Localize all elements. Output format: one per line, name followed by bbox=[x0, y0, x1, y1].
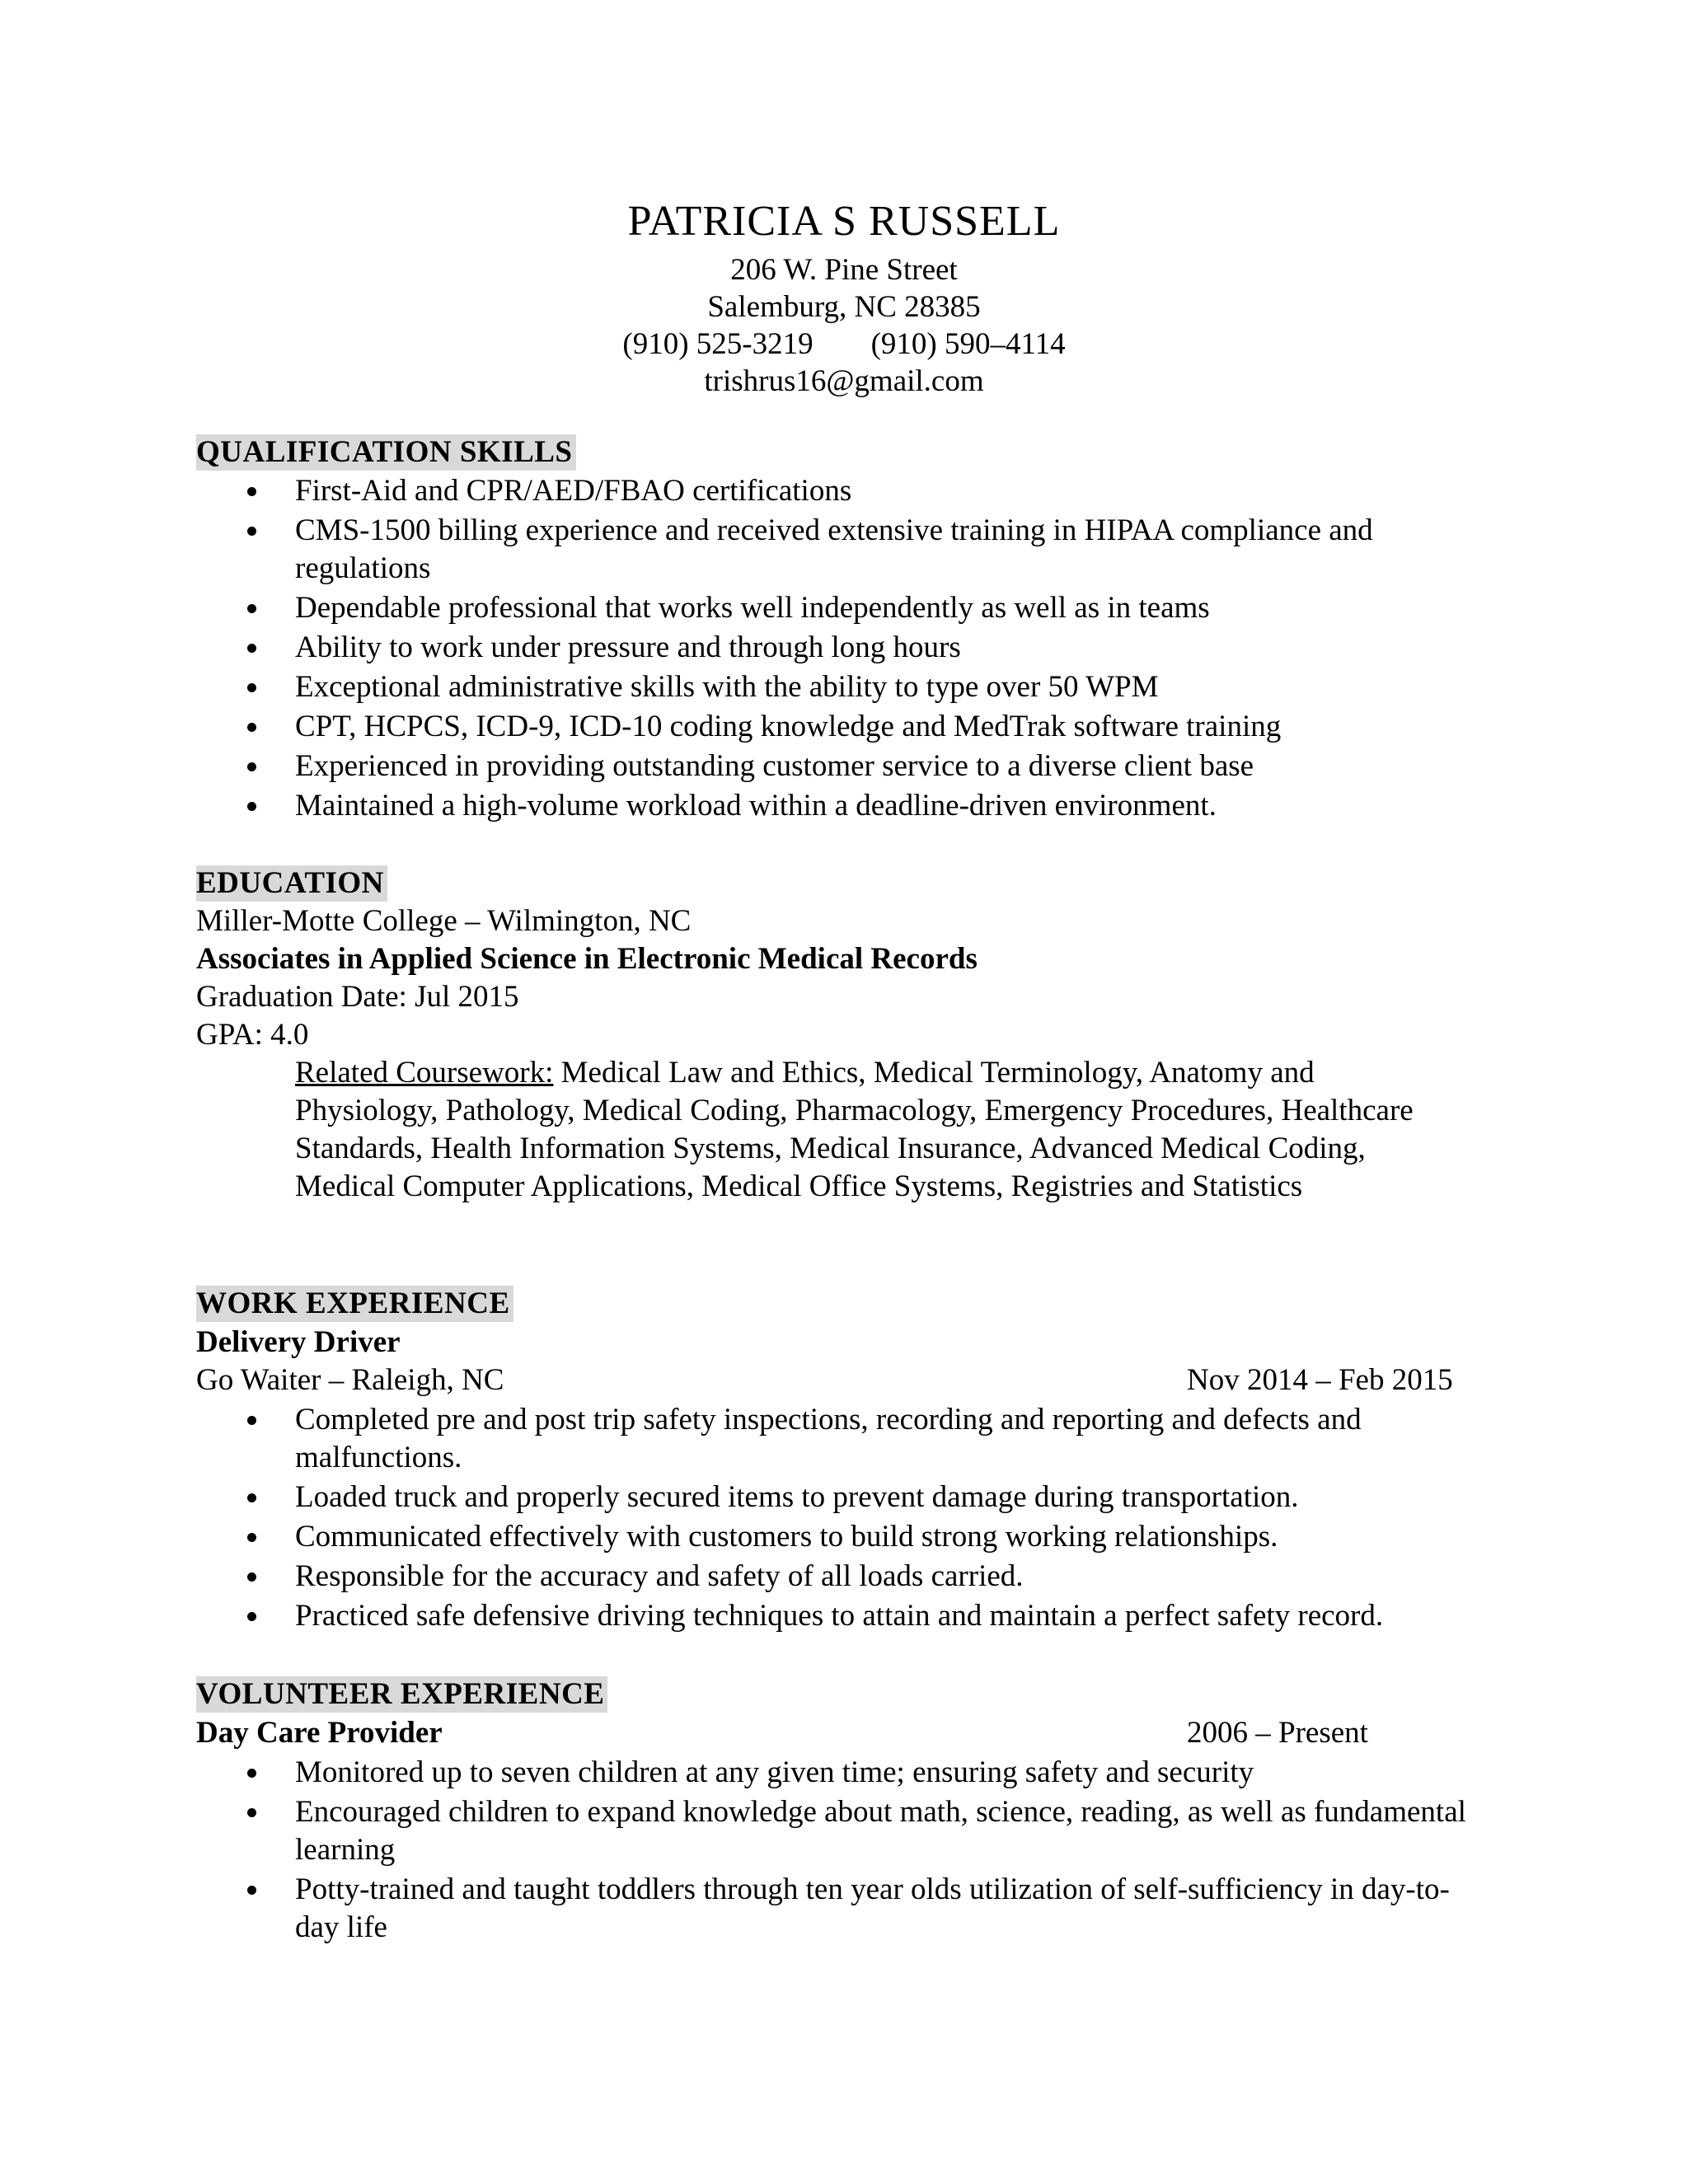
education-heading: EDUCATION bbox=[196, 865, 387, 902]
list-item: Monitored up to seven children at any given time; ensuring safety and security bbox=[247, 1754, 1484, 1792]
bullet-icon bbox=[247, 604, 256, 613]
volunteer-experience-heading: VOLUNTEER EXPERIENCE bbox=[196, 1676, 607, 1713]
volunteer-duties-list bbox=[247, 1754, 1484, 1948]
graduation-date: Graduation Date: Jul 2015 bbox=[196, 980, 519, 1014]
bullet-icon bbox=[247, 1769, 256, 1778]
gpa: GPA: 4.0 bbox=[196, 1018, 309, 1052]
bullet-icon bbox=[247, 762, 256, 771]
bullet-icon bbox=[247, 1612, 256, 1621]
job-title: Delivery Driver bbox=[196, 1325, 401, 1359]
address-line-2: Salemburg, NC 28385 bbox=[707, 290, 981, 324]
bullet-icon bbox=[247, 1808, 256, 1817]
list-item: Completed pre and post trip safety inspections, recording and reporting and defects and malfunctions. bbox=[247, 1401, 1484, 1477]
list-item: CPT, HCPCS, ICD-9, ICD-10 coding knowledge and MedTrak software training bbox=[247, 708, 1484, 746]
bullet-icon bbox=[247, 1886, 256, 1895]
school-name: Miller-Motte College – Wilmington, NC bbox=[196, 904, 692, 938]
email-address: trishrus16@gmail.com bbox=[704, 364, 984, 398]
work-experience-heading: WORK EXPERIENCE bbox=[196, 1286, 513, 1322]
list-item: Communicated effectively with customers to build strong working relationships. bbox=[247, 1518, 1484, 1556]
degree-title: Associates in Applied Science in Electronic Medical Records bbox=[196, 942, 978, 976]
bullet-icon bbox=[247, 1533, 256, 1542]
qualifications-heading: QUALIFICATION SKILLS bbox=[196, 434, 576, 471]
list-item: Experienced in providing outstanding customer service to a diverse client base bbox=[247, 748, 1484, 785]
phone-primary: (910) 525-3219 bbox=[622, 327, 814, 361]
bullet-icon bbox=[247, 1493, 256, 1502]
coursework-label: Related Coursework: bbox=[295, 1056, 554, 1090]
list-item: Encouraged children to expand knowledge about math, science, reading, as well as fundamental learning bbox=[247, 1793, 1484, 1869]
list-item: First-Aid and CPR/AED/FBAO certifications bbox=[247, 472, 1484, 510]
bullet-icon bbox=[247, 802, 256, 811]
phone-numbers bbox=[0, 326, 1688, 363]
bullet-icon bbox=[247, 644, 256, 653]
bullet-icon bbox=[247, 487, 256, 496]
bullet-icon bbox=[247, 683, 256, 692]
list-item: Responsible for the accuracy and safety of all loads carried. bbox=[247, 1558, 1484, 1596]
list-item: Maintained a high-volume workload within a deadline-driven environment. bbox=[247, 787, 1484, 825]
bullet-icon bbox=[247, 527, 256, 536]
volunteer-title: Day Care Provider bbox=[196, 1716, 443, 1750]
list-item: CMS-1500 billing experience and received extensive training in HIPAA compliance and regulations bbox=[247, 512, 1484, 588]
coursework-paragraph bbox=[295, 1054, 1432, 1206]
phone-secondary: (910) 590–4114 bbox=[870, 327, 1066, 361]
list-item: Exceptional administrative skills with the ability to type over 50 WPM bbox=[247, 668, 1484, 706]
work-duties-list bbox=[247, 1401, 1484, 1637]
job-dates: Nov 2014 – Feb 2015 bbox=[1187, 1363, 1453, 1397]
list-item: Practiced safe defensive driving techniques to attain and maintain a perfect safety record. bbox=[247, 1597, 1484, 1635]
list-item: Ability to work under pressure and through long hours bbox=[247, 629, 1484, 667]
list-item: Potty-trained and taught toddlers through ten year olds utilization of self-sufficiency in day-to-day life bbox=[247, 1871, 1484, 1947]
employer: Go Waiter – Raleigh, NC bbox=[196, 1363, 504, 1397]
list-item: Dependable professional that works well independently as well as in teams bbox=[247, 589, 1484, 627]
bullet-icon bbox=[247, 1416, 256, 1425]
qualifications-list bbox=[247, 472, 1484, 827]
bullet-icon bbox=[247, 723, 256, 732]
list-item: Loaded truck and properly secured items to prevent damage during transportation. bbox=[247, 1479, 1484, 1516]
volunteer-dates: 2006 – Present bbox=[1187, 1716, 1368, 1750]
coursework-text: Medical Law and Ethics, Medical Terminology, Anatomy and Physiology, Pathology, Medical Coding, Pharmacology, Emergency Procedures, Healthcare Standards, Health Information Systems, Medical Insurance, Advanced Medical Coding, Medical Computer Applications, Medical Office Systems, Registries and Statistics bbox=[295, 1056, 1414, 1203]
applicant-name: PATRICIA S RUSSELL bbox=[627, 198, 1061, 245]
address-line-1: 206 W. Pine Street bbox=[730, 253, 958, 287]
resume-header bbox=[0, 192, 1688, 400]
bullet-icon bbox=[247, 1572, 256, 1582]
